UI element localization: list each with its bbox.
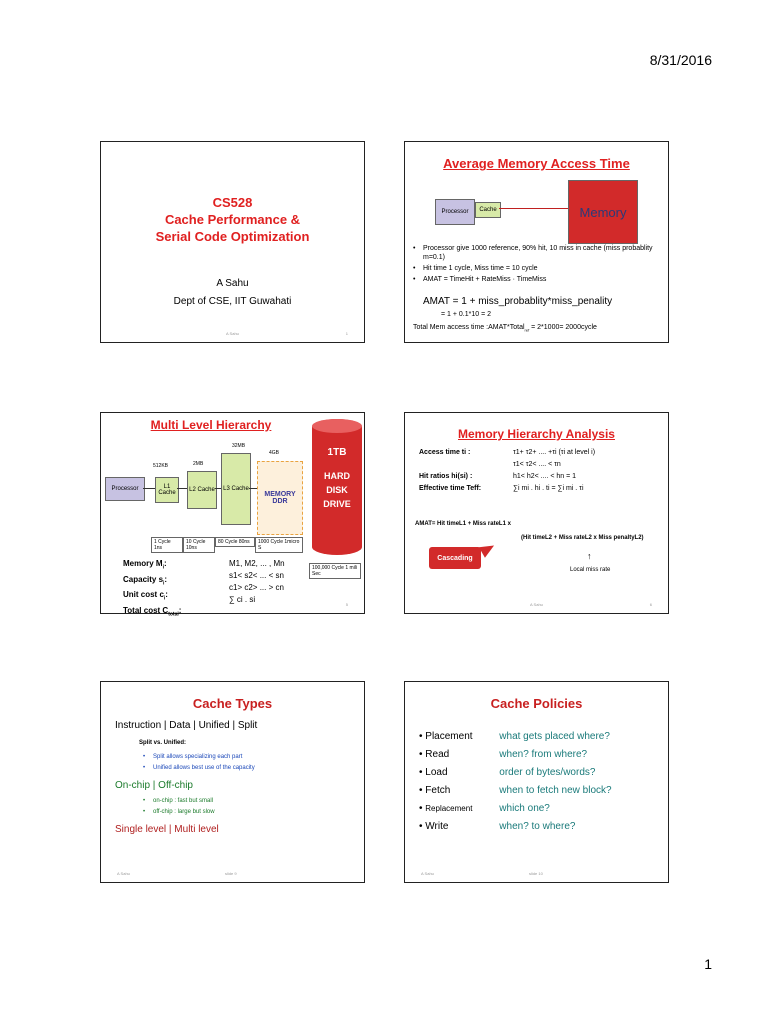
amat-cascade-line2: (Hit timeL2 + Miss rateL2 x Miss penaltyL2)	[521, 535, 644, 541]
slide6-footer-author: A Sahu	[421, 871, 434, 876]
slide1-dept: Dept of CSE, IIT Guwahati	[173, 296, 292, 307]
slide-title	[100, 141, 365, 343]
analysis-label-eff: Effective time Teff:	[419, 485, 482, 492]
slide5-footer-author: A Sahu	[117, 871, 130, 876]
size-l1: 512KB	[153, 463, 169, 469]
page-number: 1	[704, 956, 712, 972]
cycle-l1: 1 Cycle 1ns	[151, 537, 183, 553]
size-l3: 32MB	[232, 443, 246, 449]
slide6-footer-slide: slide 10	[529, 871, 543, 876]
chip-bullet-2: • off-chip : large but slow	[143, 807, 215, 818]
cycle-mem: 1000 Cycle 1micro S	[255, 537, 303, 553]
up-arrow-icon: ↑	[587, 551, 592, 561]
slide3-title: Multi Level Hierarchy	[150, 418, 272, 432]
size-l2: 2MB	[193, 461, 204, 467]
cascading-arrow	[479, 540, 497, 557]
amat-cascade-line: AMAT= Hit timeL1 + Miss rateL1 x	[415, 521, 511, 527]
analysis-label-blank	[419, 459, 481, 471]
cache-box: Cache	[475, 202, 501, 218]
policy-write: • Write when? to where?	[419, 821, 576, 832]
slide-multilevel	[100, 412, 365, 618]
slide4-footer-author: A Sahu	[530, 602, 543, 607]
split-bullet-2: • Unified allows best use of the capacity	[143, 763, 255, 774]
processor-box: Processor	[435, 199, 475, 225]
slide1-author: A Sahu	[216, 278, 249, 289]
split-bullet-1: • Split allows specializing each part	[143, 752, 255, 763]
amat-formula: AMAT = 1 + miss_probablity*miss_penality	[423, 296, 613, 307]
analysis-value-hit: h1< h2< .... < hn = 1	[513, 473, 577, 480]
row-memory-value: M1, M2, ... , Mn	[229, 559, 285, 568]
slide2-title: Average Memory Access Time	[443, 156, 630, 171]
processor-box: Processor	[105, 477, 145, 501]
slide2-bullet-3: • AMAT = TimeHit + RateMiss · TimeMiss	[413, 275, 658, 284]
slide1-footer-author: A Sahu	[226, 331, 239, 336]
size-mem: 4GB	[269, 450, 280, 456]
policy-placement: • Placement what gets placed where?	[419, 731, 610, 742]
row-unitcost-label: Unit cost $c_i$:	[123, 590, 168, 602]
analysis-label-access: Access time ti :	[419, 449, 471, 456]
l1-cache-box: L1 Cache	[155, 477, 179, 503]
slide2-bullet-1: • Processor give 1000 reference, 90% hit, 10 miss in cache (miss probablity m=0.1)	[413, 244, 658, 262]
slide4-title: Memory Hierarchy Analysis	[458, 427, 615, 441]
header-date: 8/31/2016	[649, 52, 712, 68]
total-access-line: Total Mem access time :AMAT*Total$_{ref}$ = 2*1000= 2000cycle	[413, 324, 597, 333]
policy-read: • Read when? from where?	[419, 749, 588, 760]
disk-label: HARD DISK DRIVE	[323, 471, 351, 509]
chip-bullet-1: • on-chip : fast but small	[143, 796, 215, 807]
row-capacity-value: s1< s2< ... < sn	[229, 571, 284, 580]
split-header: Split vs. Unified:	[139, 740, 187, 746]
slide3-footer-num: 5	[345, 602, 348, 607]
slide1-title-line1: CS528	[212, 195, 253, 210]
slide6-title: Cache Policies	[490, 696, 583, 711]
slide-amat	[404, 141, 669, 343]
slide1-title-line2: Cache Performance &	[164, 212, 301, 227]
bus-line	[499, 208, 569, 209]
disk-size: 1TB	[327, 447, 347, 458]
slide5-title: Cache Types	[192, 696, 273, 711]
slide-cache-types	[100, 681, 365, 883]
slide-cache-policies	[404, 681, 669, 883]
row-unitcost-value: c1> c2> ... > cn	[229, 583, 284, 592]
hard-disk-top	[312, 419, 362, 433]
slide4-footer-num: 6	[649, 602, 652, 607]
cache-type-list: Instruction | Data | Unified | Split	[115, 720, 258, 731]
row-memory-label: Memory $M_i$:	[123, 559, 167, 571]
cascading-callout: Cascading	[429, 547, 481, 569]
policy-replacement: • Replacement which one?	[419, 803, 550, 814]
slide1-title-line3: Serial Code Optimization	[155, 229, 310, 244]
slide-hierarchy-analysis	[404, 412, 669, 614]
memory-ddr-box: MEMORY DDR	[257, 461, 303, 535]
slide1-footer-num: 1	[345, 331, 348, 336]
analysis-value-order: τ1< τ2< .... < τn	[513, 461, 561, 468]
row-capacity-label: Capacity $s_i$:	[123, 574, 168, 587]
analysis-value-eff: ∑i mi . hi . ti = ∑i mi . τi	[513, 485, 584, 492]
analysis-value-access: τ1+ τ2+ .... +τi (τi at level i)	[513, 449, 596, 456]
l3-cache-box: L3 Cache	[221, 453, 251, 525]
slide2-bullet-2: • Hit time 1 cycle, Miss time = 10 cycle	[413, 264, 658, 273]
slide5-footer-slide: slide 9	[225, 871, 237, 876]
cycle-l3: 80 Cycle 80ns	[215, 537, 255, 547]
cycle-disk: 100,000 Cycle 1 mili Sec	[309, 563, 361, 579]
row-totalcost-value: ∑ ci . si	[229, 595, 256, 604]
policy-fetch: • Fetch when to fetch new block?	[419, 785, 612, 796]
onchip-line: On-chip | Off-chip	[115, 780, 193, 791]
cycle-l2: 10 Cycle 10ns	[183, 537, 215, 553]
memory-box: Memory	[568, 180, 638, 244]
row-totalcost-label: Total cost $C_{total}$:	[123, 605, 182, 618]
levels-line: Single level | Multi level	[115, 824, 219, 835]
amat-calc: = 1 + 0.1*10 = 2	[441, 311, 492, 318]
local-miss-label: Local miss rate	[570, 567, 611, 573]
policy-load: • Load order of bytes/words?	[419, 767, 596, 778]
l2-cache-box: L2 Cache	[187, 471, 217, 509]
analysis-label-hit: Hit ratios hi(si) :	[419, 473, 473, 480]
